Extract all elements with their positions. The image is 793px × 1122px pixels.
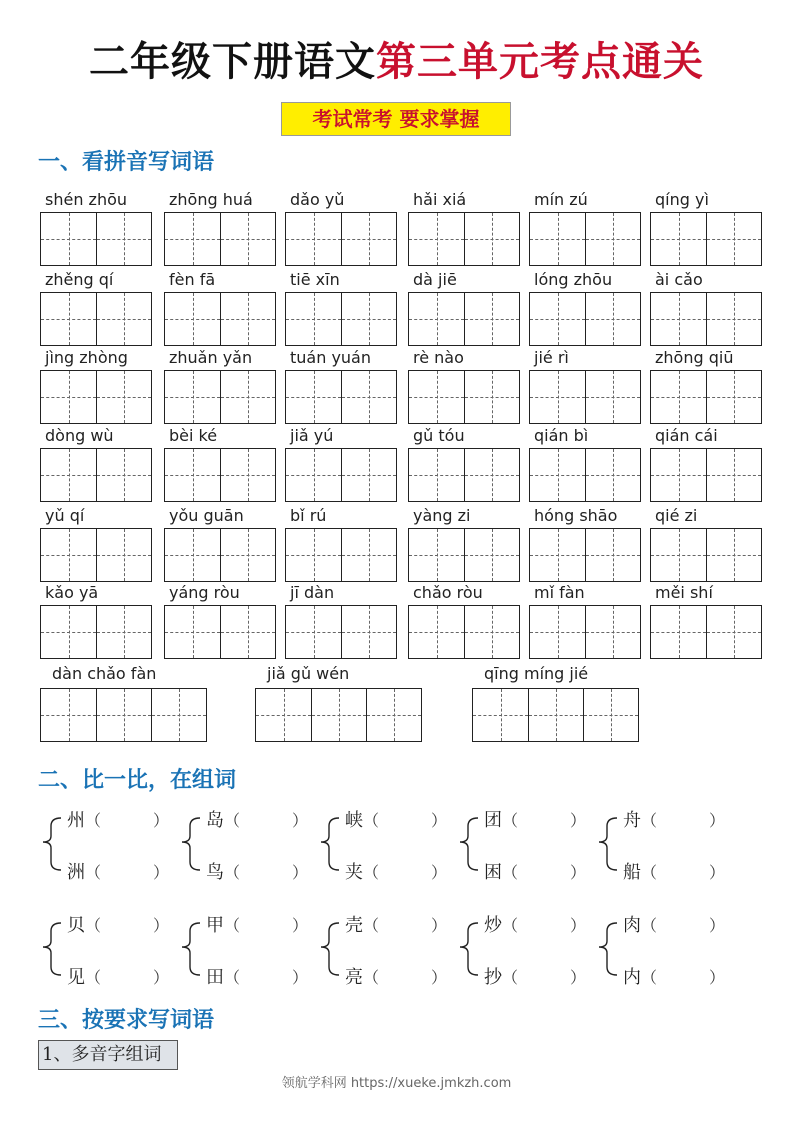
compare-group [35,911,185,991]
grid-cell[interactable] [651,293,706,345]
brace-icon [313,911,343,991]
paren-open: （ [85,968,102,987]
writing-grid[interactable] [408,292,520,346]
title-part2: 第三单元考点通关 [376,38,704,85]
pinyin-label: jié rì [534,348,569,367]
compare-group [452,806,602,886]
compare-word-line[interactable] [345,963,447,989]
compare-word-line[interactable] [206,806,308,832]
grid-cell[interactable] [151,689,206,741]
writing-grid[interactable] [529,605,641,659]
grid-cell[interactable] [464,449,519,501]
grid-cell[interactable] [706,371,761,423]
writing-grid[interactable] [472,688,639,742]
grid-cell[interactable] [286,529,341,581]
writing-grid[interactable] [408,448,520,502]
brace-icon [35,806,65,886]
subsection-polyphonic: 1、多音字组词 [38,1040,178,1070]
paren-open: （ [502,916,519,935]
page-title [0,30,793,87]
grid-cell[interactable] [96,371,151,423]
grid-cell[interactable] [585,293,640,345]
compare-word-line[interactable] [67,911,169,937]
grid-cell[interactable] [165,449,220,501]
grid-cell[interactable] [165,529,220,581]
grid-cell[interactable] [96,213,151,265]
writing-grid[interactable] [529,448,641,502]
compare-char: 岛 [206,810,224,831]
pinyin-label: bǐ rú [290,506,327,525]
pinyin-label: zhěng qí [45,270,114,289]
grid-cell[interactable] [651,213,706,265]
grid-cell[interactable] [585,449,640,501]
compare-word-line[interactable] [484,806,586,832]
compare-char: 舟 [623,810,641,831]
grid-cell[interactable] [530,606,585,658]
pinyin-label: měi shí [655,583,713,602]
compare-group [35,806,185,886]
pinyin-label: zhōng qiū [655,348,734,367]
compare-char: 夹 [345,862,363,883]
grid-cell[interactable] [530,449,585,501]
grid-cell[interactable] [41,689,96,741]
paren-close: ） [570,863,587,882]
compare-char: 洲 [67,862,85,883]
paren-open: （ [224,863,241,882]
pinyin-label: qíng yì [655,190,709,209]
writing-grid[interactable] [164,448,276,502]
compare-char: 肉 [623,915,641,936]
grid-cell[interactable] [341,529,396,581]
pinyin-label: qié zi [655,506,698,525]
grid-cell[interactable] [409,371,464,423]
writing-grid[interactable] [408,528,520,582]
writing-grid[interactable] [650,292,762,346]
writing-grid[interactable] [164,370,276,424]
compare-word-line[interactable] [67,963,169,989]
grid-cell[interactable] [220,293,275,345]
grid-cell[interactable] [286,213,341,265]
pinyin-label: ài cǎo [655,270,703,289]
paren-open: （ [85,916,102,935]
compare-char: 内 [623,967,641,988]
pinyin-label: dòng wù [45,426,114,445]
pinyin-label: chǎo ròu [413,583,483,602]
writing-grid[interactable] [164,605,276,659]
pinyin-label: tiē xīn [290,270,340,289]
grid-cell[interactable] [41,606,96,658]
paren-open: （ [641,863,658,882]
exam-badge: 考试常考 要求掌握 [281,102,511,136]
paren-close: ） [153,916,170,935]
pinyin-label: lóng zhōu [534,270,613,289]
pinyin-label: jìng zhòng [45,348,128,367]
paren-open: （ [502,968,519,987]
paren-open: （ [363,968,380,987]
paren-open: （ [363,916,380,935]
pinyin-label: mín zú [534,190,588,209]
grid-cell[interactable] [651,606,706,658]
writing-grid[interactable] [285,528,397,582]
writing-grid[interactable] [285,448,397,502]
pinyin-label: rè nào [413,348,464,367]
paren-open: （ [641,916,658,935]
grid-cell[interactable] [341,606,396,658]
grid-cell[interactable] [583,689,638,741]
compare-word-line[interactable] [206,911,308,937]
brace-icon [591,806,621,886]
paren-open: （ [641,968,658,987]
grid-cell[interactable] [341,449,396,501]
pinyin-label: dǎo yǔ [290,190,345,209]
writing-grid[interactable] [255,688,422,742]
grid-cell[interactable] [96,449,151,501]
grid-cell[interactable] [706,293,761,345]
grid-cell[interactable] [706,529,761,581]
compare-char: 抄 [484,967,502,988]
grid-cell[interactable] [409,449,464,501]
compare-char: 壳 [345,915,363,936]
grid-cell[interactable] [286,449,341,501]
grid-cell[interactable] [341,371,396,423]
footer-watermark: 领航学科网 https://xueke.jmkzh.com [281,1076,512,1091]
compare-char: 峡 [345,810,363,831]
grid-cell[interactable] [530,529,585,581]
compare-word-line[interactable] [345,911,447,937]
brace-icon [452,911,482,991]
compare-char: 困 [484,862,502,883]
compare-char: 贝 [67,915,85,936]
compare-char: 甲 [206,915,224,936]
writing-grid[interactable] [164,292,276,346]
grid-cell[interactable] [220,213,275,265]
pinyin-label: yǒu guān [169,506,244,525]
grid-cell[interactable] [366,689,421,741]
grid-cell[interactable] [311,689,366,741]
grid-cell[interactable] [706,449,761,501]
grid-cell[interactable] [464,529,519,581]
grid-cell[interactable] [256,689,311,741]
grid-cell[interactable] [651,529,706,581]
paren-open: （ [641,811,658,830]
paren-close: ） [431,863,448,882]
grid-cell[interactable] [585,213,640,265]
grid-cell[interactable] [651,449,706,501]
compare-word-line[interactable] [484,963,586,989]
grid-cell[interactable] [286,293,341,345]
pinyin-label: kǎo yā [45,583,99,602]
compare-char: 亮 [345,967,363,988]
paren-close: ） [292,863,309,882]
brace-icon [452,806,482,886]
writing-grid[interactable] [40,688,207,742]
grid-cell[interactable] [530,293,585,345]
pinyin-label: jiǎ gǔ wén [267,664,350,683]
writing-grid[interactable] [40,292,152,346]
compare-word-line[interactable] [623,963,725,989]
paren-close: ） [709,863,726,882]
compare-group [313,911,463,991]
grid-cell[interactable] [409,213,464,265]
paren-close: ） [709,811,726,830]
pinyin-label: mǐ fàn [534,583,585,602]
grid-cell[interactable] [220,529,275,581]
brace-icon [313,806,343,886]
grid-cell[interactable] [220,371,275,423]
writing-grid[interactable] [408,605,520,659]
writing-grid[interactable] [650,370,762,424]
grid-cell[interactable] [41,529,96,581]
writing-grid[interactable] [164,528,276,582]
compare-word-line[interactable] [623,911,725,937]
compare-char: 鸟 [206,862,224,883]
grid-cell[interactable] [528,689,583,741]
compare-word-line[interactable] [206,858,308,884]
writing-grid[interactable] [529,292,641,346]
paren-close: ） [153,811,170,830]
paren-open: （ [224,968,241,987]
grid-cell[interactable] [96,529,151,581]
paren-open: （ [85,863,102,882]
compare-char: 船 [623,862,641,883]
grid-cell[interactable] [165,606,220,658]
grid-cell[interactable] [706,606,761,658]
grid-cell[interactable] [41,213,96,265]
paren-open: （ [224,811,241,830]
compare-word-line[interactable] [345,806,447,832]
compare-char: 州 [67,810,85,831]
brace-icon [591,911,621,991]
paren-open: （ [85,811,102,830]
pinyin-label: jiǎ yú [290,426,334,445]
compare-group [591,806,741,886]
pinyin-label: qián bì [534,426,589,445]
compare-group [452,911,602,991]
writing-grid[interactable] [650,212,762,266]
grid-cell[interactable] [341,293,396,345]
compare-group [174,806,324,886]
grid-cell[interactable] [220,606,275,658]
grid-cell[interactable] [464,606,519,658]
pinyin-label: fèn fā [169,270,216,289]
paren-open: （ [363,811,380,830]
writing-grid[interactable] [529,528,641,582]
pinyin-label: gǔ tóu [413,426,465,445]
grid-cell[interactable] [585,371,640,423]
pinyin-label: yàng zi [413,506,471,525]
compare-group [591,911,741,991]
paren-close: ） [431,916,448,935]
compare-word-line[interactable] [623,858,725,884]
grid-cell[interactable] [409,293,464,345]
grid-cell[interactable] [286,371,341,423]
paren-close: ） [431,968,448,987]
pinyin-label: zhuǎn yǎn [169,348,253,367]
compare-word-line[interactable] [484,911,586,937]
writing-grid[interactable] [164,212,276,266]
pinyin-label: qián cái [655,426,718,445]
grid-cell[interactable] [409,606,464,658]
writing-grid[interactable] [529,370,641,424]
compare-word-line[interactable] [345,858,447,884]
writing-grid[interactable] [285,370,397,424]
pinyin-label: qīng míng jié [484,664,589,683]
grid-cell[interactable] [220,449,275,501]
grid-cell[interactable] [706,213,761,265]
writing-grid[interactable] [40,528,152,582]
compare-group [313,806,463,886]
writing-grid[interactable] [40,212,152,266]
pinyin-label: jī dàn [290,583,335,602]
pinyin-label: hóng shāo [534,506,618,525]
compare-word-line[interactable] [206,963,308,989]
paren-close: ） [709,968,726,987]
compare-group [174,911,324,991]
grid-cell[interactable] [409,529,464,581]
brace-icon [174,806,204,886]
pinyin-label: tuán yuán [290,348,371,367]
compare-word-line[interactable] [67,806,169,832]
title-part1: 二年级下册语文 [89,38,376,85]
section-1-heading: 一、看拼音写词语 [38,149,215,175]
pinyin-label: shén zhōu [45,190,128,209]
writing-grid[interactable] [285,212,397,266]
grid-cell[interactable] [464,293,519,345]
grid-cell[interactable] [96,689,151,741]
writing-grid[interactable] [650,448,762,502]
grid-cell[interactable] [165,213,220,265]
paren-close: ） [570,811,587,830]
paren-close: ） [431,811,448,830]
compare-char: 田 [206,967,224,988]
writing-grid[interactable] [529,212,641,266]
section-2-heading: 二、比一比，在组词 [38,767,237,793]
compare-word-line[interactable] [623,806,725,832]
grid-cell[interactable] [464,371,519,423]
grid-cell[interactable] [96,293,151,345]
paren-open: （ [363,863,380,882]
compare-char: 见 [67,967,85,988]
grid-cell[interactable] [530,371,585,423]
pinyin-label: zhōng huá [169,190,253,209]
pinyin-label: dàn chǎo fàn [52,664,157,683]
paren-open: （ [502,863,519,882]
pinyin-label: dà jiē [413,270,457,289]
writing-grid[interactable] [408,370,520,424]
grid-cell[interactable] [473,689,528,741]
writing-grid[interactable] [40,605,152,659]
grid-cell[interactable] [286,606,341,658]
writing-grid[interactable] [650,605,762,659]
grid-cell[interactable] [96,606,151,658]
compare-char: 团 [484,810,502,831]
pinyin-label: bèi ké [169,426,218,445]
paren-close: ） [153,968,170,987]
grid-cell[interactable] [585,606,640,658]
paren-close: ） [709,916,726,935]
compare-word-line[interactable] [484,858,586,884]
compare-word-line[interactable] [67,858,169,884]
writing-grid[interactable] [650,528,762,582]
grid-cell[interactable] [165,371,220,423]
paren-open: （ [502,811,519,830]
pinyin-label: hǎi xiá [413,190,467,209]
section-3-heading: 三、按要求写词语 [38,1007,215,1033]
grid-cell[interactable] [651,371,706,423]
pinyin-label: yǔ qí [45,506,85,525]
writing-grid[interactable] [40,370,152,424]
paren-close: ） [292,811,309,830]
writing-grid[interactable] [285,292,397,346]
brace-icon [174,911,204,991]
brace-icon [35,911,65,991]
grid-cell[interactable] [341,213,396,265]
grid-cell[interactable] [585,529,640,581]
grid-cell[interactable] [464,213,519,265]
writing-grid[interactable] [408,212,520,266]
paren-close: ） [292,968,309,987]
paren-open: （ [224,916,241,935]
grid-cell[interactable] [41,371,96,423]
grid-cell[interactable] [530,213,585,265]
writing-grid[interactable] [40,448,152,502]
paren-close: ） [570,916,587,935]
paren-close: ） [570,968,587,987]
pinyin-label: yáng ròu [169,583,240,602]
paren-close: ） [153,863,170,882]
paren-close: ） [292,916,309,935]
compare-char: 炒 [484,915,502,936]
grid-cell[interactable] [165,293,220,345]
grid-cell[interactable] [41,293,96,345]
writing-grid[interactable] [285,605,397,659]
grid-cell[interactable] [41,449,96,501]
